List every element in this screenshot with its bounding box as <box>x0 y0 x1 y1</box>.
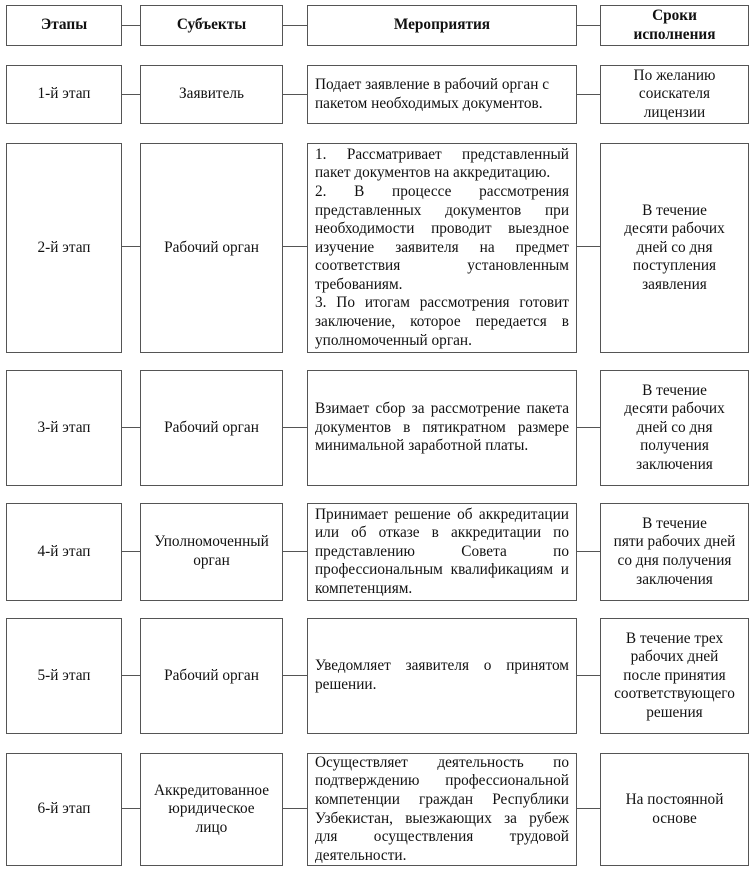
activity-text <box>308 754 576 866</box>
activity-text <box>308 657 576 694</box>
activity-box-4 <box>307 503 577 601</box>
subject-box-4 <box>140 503 283 601</box>
subject-label <box>179 85 244 104</box>
header-deadlines-line: исполнения <box>633 25 716 43</box>
deadline-line: заключения <box>636 570 713 588</box>
subject-box-1 <box>140 65 283 124</box>
subject-label <box>154 533 269 570</box>
deadline-text <box>624 382 724 475</box>
activity-box-2 <box>307 143 577 353</box>
deadline-line: лицензии <box>643 103 706 121</box>
connector <box>282 94 307 95</box>
deadline-line: решения <box>646 703 703 721</box>
stage-box-3 <box>6 370 122 486</box>
connector <box>121 551 140 552</box>
connector <box>121 25 140 26</box>
deadline-line: после принятия <box>623 666 726 684</box>
deadline-line: По желанию <box>633 66 716 84</box>
deadline-line: пяти рабочих дней <box>613 533 736 551</box>
connector <box>121 246 140 247</box>
deadline-text <box>614 630 735 723</box>
subject-label <box>164 419 259 438</box>
connector <box>576 94 600 95</box>
subject-box-2 <box>140 143 283 353</box>
deadline-box-3 <box>600 370 749 486</box>
deadline-box-2 <box>600 143 749 353</box>
subject-label <box>154 782 269 838</box>
activity-box-1 <box>307 65 577 124</box>
deadline-text <box>614 515 736 589</box>
activity-paragraph: Взимает сбор за рассмотрение пакета документов в пятикратном размере минимальной заработной платы. <box>315 400 569 455</box>
deadline-line: заявления <box>642 275 707 293</box>
deadline-line: В течение <box>642 201 707 219</box>
deadline-line: поступления <box>632 257 717 275</box>
header-deadlines-label <box>634 7 716 44</box>
deadline-line: со дня получения <box>617 552 732 569</box>
connector <box>282 808 307 809</box>
activity-box-6 <box>307 753 577 866</box>
activity-paragraph: Осуществляет деятельность по подтверждению профессиональной компетенции граждан Республики Узбекистан, выезжающих за рубеж для осуществления трудовой деятельности. <box>315 753 569 864</box>
stage-box-6 <box>6 753 122 866</box>
deadline-line: На постоянной <box>625 790 724 808</box>
subject-box-6 <box>140 753 283 866</box>
activity-paragraph: 2. В процессе рассмотрения представленных документов при необходимости проводит выездное изучение заявителя на предмет соответствия установленным требованиям. <box>315 182 569 293</box>
deadline-line: десяти рабочих <box>624 220 725 238</box>
connector <box>282 675 307 676</box>
deadline-box-6 <box>600 753 749 866</box>
activity-text <box>308 76 576 113</box>
activity-paragraph: 3. По итогам рассмотрения готовит заключение, которое передается в уполномоченный орган. <box>315 294 569 349</box>
deadline-line: рабочих дней <box>630 648 719 666</box>
stage-label: 6-й этап <box>37 800 91 818</box>
header-subjects-box <box>140 5 283 46</box>
connector <box>576 808 600 809</box>
subject-label <box>164 239 259 258</box>
activity-paragraph: Подает заявление в рабочий орган с пакетом необходимых документов. <box>315 75 549 112</box>
header-deadlines-box <box>600 5 749 46</box>
subject-box-3 <box>140 370 283 486</box>
subject-line: юридическое <box>168 800 255 818</box>
subject-line: Заявитель <box>179 85 244 103</box>
connector <box>282 25 307 26</box>
connector <box>121 427 140 428</box>
connector <box>576 551 600 552</box>
stage-label: 2-й этап <box>37 238 91 256</box>
activity-text <box>308 146 576 351</box>
connector <box>576 246 600 247</box>
deadline-line: соискателя <box>638 85 711 103</box>
header-deadlines-line: Сроки <box>652 6 697 24</box>
activity-box-3 <box>307 370 577 486</box>
deadline-line: заключения <box>636 455 713 473</box>
connector <box>121 94 140 95</box>
activity-text <box>308 400 576 456</box>
connector <box>282 246 307 247</box>
subject-box-5 <box>140 618 283 734</box>
subject-line: орган <box>193 552 230 569</box>
stage-box-1 <box>6 65 122 124</box>
activity-paragraph: 1. Рассматривает представленный пакет документов на аккредитацию. <box>315 145 569 182</box>
deadline-line: В течение трех <box>625 629 724 647</box>
connector <box>282 551 307 552</box>
subject-line: Рабочий орган <box>164 238 259 256</box>
subject-line: Рабочий орган <box>164 418 259 436</box>
subject-line: лицо <box>195 818 228 836</box>
connector <box>576 427 600 428</box>
connector <box>121 675 140 676</box>
activity-box-5 <box>307 618 577 734</box>
deadline-box-4 <box>600 503 749 601</box>
header-stages-label: Этапы <box>40 16 88 34</box>
stage-label: 4-й этап <box>37 542 91 560</box>
header-subjects-label: Субъекты <box>176 16 247 34</box>
deadline-line: дней со дня <box>636 238 713 256</box>
deadline-line: основе <box>652 809 697 827</box>
stage-label: 3-й этап <box>37 418 91 436</box>
stage-box-4 <box>6 503 122 601</box>
deadline-text <box>624 202 724 295</box>
subject-line: Аккредитованное <box>153 781 270 799</box>
deadline-line: В течение <box>642 381 707 399</box>
activity-paragraph: Уведомляет заявителя о принятом решении. <box>315 657 569 693</box>
deadline-box-5 <box>600 618 749 734</box>
subject-line: Уполномоченный <box>154 533 269 551</box>
header-activities-box <box>307 5 577 46</box>
header-stages-box <box>6 5 122 46</box>
header-activities-label: Мероприятия <box>393 16 491 34</box>
activity-paragraph: Принимает решение об аккредитации или об отказе в аккредитации по представлению Совета по профессиональным квалификациям и компетенциям. <box>315 505 569 597</box>
stage-label: 5-й этап <box>37 666 91 684</box>
deadline-box-1 <box>600 65 749 124</box>
deadline-line: В течение <box>642 514 707 532</box>
deadline-line: получения <box>640 437 709 455</box>
deadline-text <box>626 791 724 828</box>
connector <box>121 808 140 809</box>
deadline-line: дней со дня <box>636 418 713 436</box>
subject-line: Рабочий орган <box>164 666 259 684</box>
activity-text <box>308 506 576 599</box>
stage-label: 1-й этап <box>37 85 91 103</box>
connector <box>576 675 600 676</box>
stage-box-5 <box>6 618 122 734</box>
connector <box>282 427 307 428</box>
deadline-text <box>634 67 716 123</box>
stage-box-2 <box>6 143 122 353</box>
subject-label <box>164 667 259 686</box>
deadline-line: соответствующего <box>614 685 735 703</box>
deadline-line: десяти рабочих <box>624 400 725 418</box>
connector <box>576 25 600 26</box>
